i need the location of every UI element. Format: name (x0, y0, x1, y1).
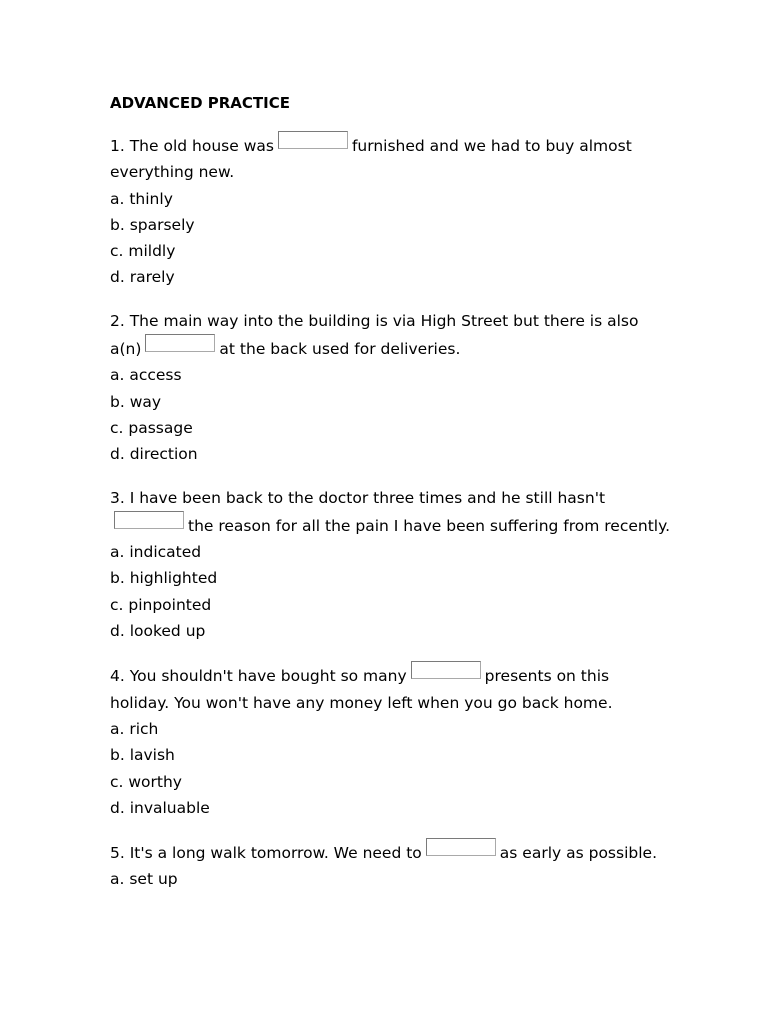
options-list (110, 716, 670, 821)
option-b: b. highlighted (110, 569, 218, 588)
question-stem (110, 661, 670, 716)
question-text-before: 5. It's a long walk tomorrow. We need to (110, 844, 422, 863)
options-list (110, 186, 670, 291)
answer-blank-input[interactable] (114, 511, 184, 529)
question-5 (110, 838, 670, 893)
question-stem (110, 131, 670, 186)
options-list (110, 539, 670, 644)
option-d: d. rarely (110, 268, 175, 287)
option-c: c. worthy (110, 772, 182, 791)
answer-blank-input[interactable] (145, 334, 215, 352)
question-text-after: furnished and we had to buy almost everything new. (110, 137, 632, 182)
answer-blank-input[interactable] (278, 131, 348, 149)
question-3 (110, 485, 670, 645)
options-list (110, 362, 670, 467)
question-text-before: 1. The old house was (110, 137, 274, 155)
question-2 (110, 308, 670, 468)
option-a: a. thinly (110, 189, 173, 208)
options-list (110, 866, 670, 892)
option-c: c. pinpointed (110, 595, 212, 614)
question-1 (110, 131, 670, 291)
question-stem (110, 485, 670, 540)
question-text-before: 2. The main way into the building is via High Street but there is also a(n) (110, 311, 639, 359)
question-text-after: at the back used for deliveries. (219, 340, 461, 359)
option-d: d. invaluable (110, 798, 210, 817)
question-text-after: as early as possible. (499, 844, 657, 863)
option-b: b. way (110, 392, 162, 411)
option-b: b. lavish (110, 746, 175, 765)
option-a: a. access (110, 366, 182, 385)
option-d: d. direction (110, 445, 198, 464)
page-title: ADVANCED PRACTICE (110, 94, 290, 112)
option-a: a. indicated (110, 543, 202, 562)
question-4 (110, 661, 670, 821)
option-a: a. rich (110, 719, 159, 738)
question-text-after: the reason for all the pain I have been suffering from recently. (188, 516, 670, 535)
question-stem (110, 308, 670, 363)
answer-blank-input[interactable] (426, 838, 496, 856)
option-a: a. set up (110, 870, 178, 889)
question-text-before: 4. You shouldn't have bought so many (110, 667, 407, 686)
option-b: b. sparsely (110, 215, 195, 234)
question-stem (110, 838, 670, 866)
question-text-before: 3. I have been back to the doctor three times and he still hasn't (110, 488, 606, 507)
option-c: c. passage (110, 418, 193, 437)
option-c: c. mildly (110, 242, 176, 261)
question-text-after: presents on this holiday. You won't have any money left when you go back home. (110, 667, 613, 712)
option-d: d. looked up (110, 622, 206, 641)
answer-blank-input[interactable] (411, 661, 481, 679)
worksheet (110, 91, 670, 910)
